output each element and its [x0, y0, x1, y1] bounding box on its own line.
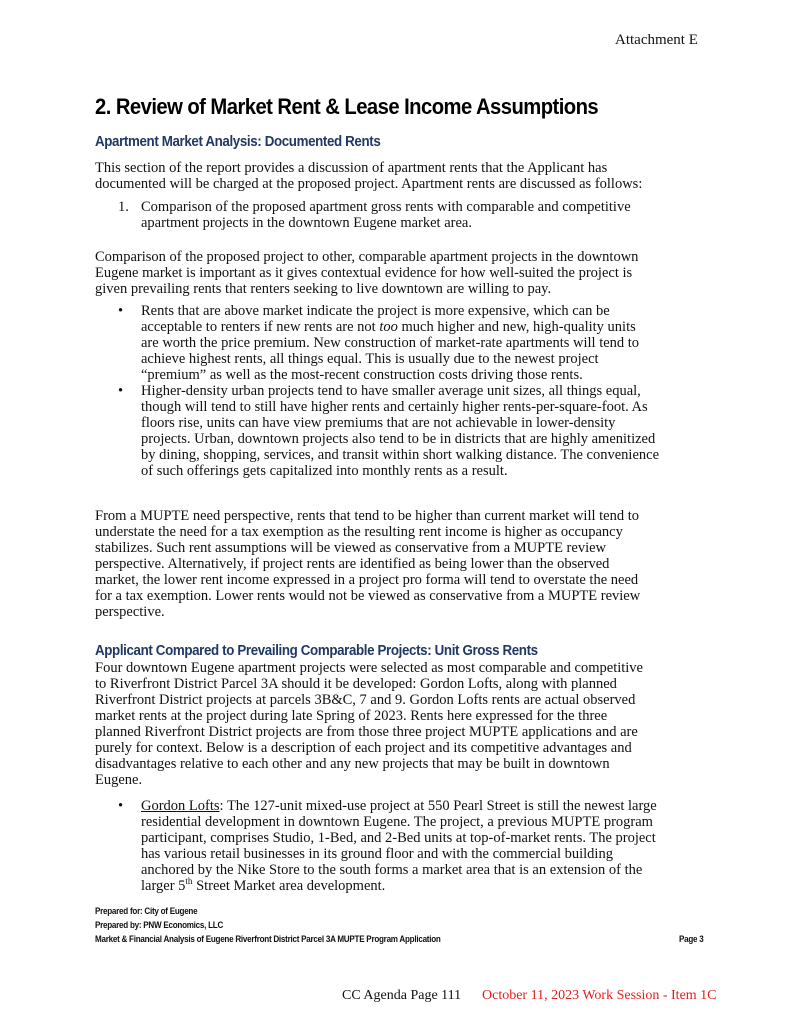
- footer-prepared-by: Prepared by: PNW Economics, LLC: [95, 920, 224, 931]
- section-heading-documented-rents: Apartment Market Analysis: Documented Rents: [95, 134, 381, 150]
- page-title: 2. Review of Market Rent & Lease Income Assumptions: [95, 94, 599, 119]
- gordon-lofts-label: Gordon Lofts: [141, 798, 220, 814]
- comparables-paragraph: Four downtown Eugene apartment projects were selected as most comparable and competitive to Riverfront District Parcel 3A should it be developed: Gordon Lofts, along with planned Riverfront District projects at parcels 3B&C, 7 and 9. Gordon Lofts rents are actual observed market rents at the project during late Spring of 2023. Rents here expressed for the three planned Riverfront District projects are from those three project MUPTE applications and are purely for context. Below is a description of each project and its competitive advantages and disadvantages relative to each other and any new projects that may be built in downtown Eugene.: [95, 660, 643, 788]
- bullet-higher-density: [118, 383, 659, 479]
- bullet-line: [141, 878, 657, 894]
- bullet-icon: •: [118, 383, 124, 399]
- intro-paragraph: This section of the report provides a discussion of apartment rents that the Applicant has documented will be charged at the proposed project. Apartment rents are discussed as follows:: [95, 160, 643, 192]
- agenda-page-stamp: CC Agenda Page 111: [342, 988, 462, 1003]
- bullet-text: are worth the price premium. New construction of market-rate apartments will tend to achieve highest rents, all things equal. This is usually due to the newest project “premium” as well as the most-recent construction costs driving those rents.: [141, 335, 640, 383]
- attachment-label: Attachment E: [615, 32, 698, 48]
- work-session-stamp: October 11, 2023 Work Session - Item 1C: [482, 988, 717, 1003]
- text: : The 127-unit mixed-use project at 550 Pearl Street is still the newest large: [219, 798, 657, 814]
- text: much higher and new, high-quality units: [397, 319, 636, 335]
- bullet-line: [141, 319, 639, 335]
- bullet-icon: •: [118, 798, 124, 814]
- context-paragraph: Comparison of the proposed project to other, comparable apartment projects in the downtown Eugene market is important as it gives contextual evidence for how well-suited the project is given prevailing rents that renters seeking to live downtown are willing to pay.: [95, 249, 639, 297]
- bullet-above-market: [118, 303, 640, 383]
- list-item: Comparison of the proposed apartment gross rents with comparable and competitive apartment projects in the downtown Eugene market area.: [141, 199, 631, 231]
- emphasis-text: too: [379, 319, 398, 335]
- text: larger 5: [141, 878, 186, 894]
- footer-prepared-for: Prepared for: City of Eugene: [95, 906, 198, 917]
- footer-report-title: Market & Financial Analysis of Eugene Riverfront District Parcel 3A MUPTE Program Application: [95, 934, 441, 945]
- footer-page-number: Page 3: [679, 934, 704, 945]
- list-number: 1.: [118, 199, 129, 215]
- bullet-text: residential development in downtown Eugene. The project, a previous MUPTE program participant, comprises Studio, 1-Bed, and 2-Bed units at top-of-market rents. The project has various retail businesses in its ground floor and with the commercial building anchored by the Nike Store to the south forms a market area that is an extension of the: [141, 814, 656, 878]
- bullet-gordon-lofts: [118, 798, 657, 894]
- bullet-line: [141, 798, 657, 814]
- text: Street Market area development.: [192, 878, 386, 894]
- text: acceptable to renters if new rents are not: [141, 319, 380, 335]
- footer-block: [95, 905, 441, 947]
- bullet-text: Higher-density urban projects tend to have smaller average unit sizes, all things equal, though will tend to still have higher rents and certainly higher rents-per-square-foot. As floors rise, units can have view premiums that are not achievable in lower-density projects. Urban, downtown projects also tend to be in districts that are highly amenitized by dining, shopping, services, and transit within short walking distance. The convenience of such offerings gets capitalized into monthly rents as a result.: [141, 383, 659, 479]
- bullet-icon: •: [118, 303, 124, 319]
- mupte-paragraph: From a MUPTE need perspective, rents that tend to be higher than current market will tend to understate the need for a tax exemption as the resulting rent income is higher as occupancy stabilizes. Such rent assumptions will be viewed as conservative from a MUPTE review perspective. Alternatively, if project rents are identified as being lower than the observed market, the lower rent income expressed in a project pro forma will tend to overstate the need for a tax exemption. Lower rents would not be viewed as conservative from a MUPTE review perspective.: [95, 508, 641, 620]
- superscript: th: [185, 876, 193, 887]
- bullet-line: Rents that are above market indicate the project is more expensive, which can be: [141, 303, 610, 319]
- section-heading-comparable-projects: Applicant Compared to Prevailing Comparable Projects: Unit Gross Rents: [95, 643, 538, 659]
